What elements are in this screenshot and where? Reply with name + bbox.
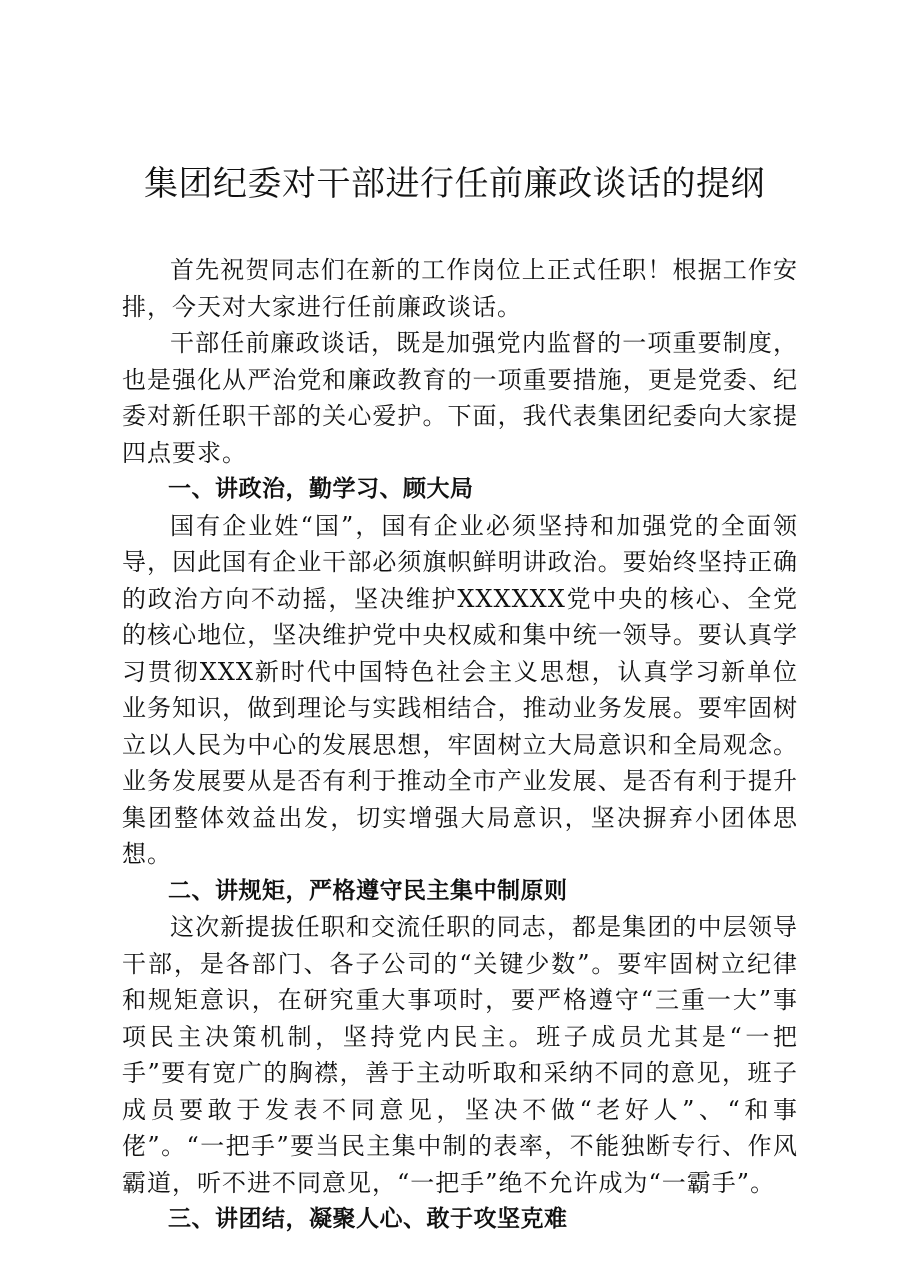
paragraph-intro: 干部任前廉政谈话，既是加强党内监督的一项重要制度，也是强化从严治党和廉政教育的一项重要措施，更是党委、纪委对新任职干部的关心爱护。下面，我代表集团纪委向大家提四点要求。 [122,329,798,467]
paragraph-greeting: 首先祝贺同志们在新的工作岗位上正式任职！根据工作安排，今天对大家进行任前廉政谈话。 [122,256,798,321]
section-text-1: 国有企业姓“国”，国有企业必须坚持和加强党的全面领导，因此国有企业干部必须旗帜鲜明讲政治。要始终坚持正确的政治方向不动摇，坚决维护XXXXXX党中央的核心、全党的核心地位，坚决维护党中央权威和集中统一领导。要认真学习贯彻XXX新时代中国特色社会主义思想，认真学习新单位业务知识，做到理论与实践相结合，推动业务发展。要牢固树立以人民为中心的发展思想，牢固树立大局意识和全局观念。业务发展要从是否有利于推动全市产业发展、是否有利于提升集团整体效益出发，切实增强大局意识，坚决摒弃小团体思想。 [122,511,798,868]
section-heading-1: 一、讲政治，勤学习、顾大局 [168,476,474,502]
document-title: 集团纪委对干部进行任前廉政谈话的提纲 [144,164,765,204]
section-heading-3: 三、讲团结，凝聚人心、敢于攻坚克难 [168,1206,568,1232]
section-heading-2: 二、讲规矩，严格遵守民主集中制原则 [168,877,568,904]
section-text-2: 这次新提拔任职和交流任职的同志，都是集团的中层领导干部，是各部门、各子公司的“关键少数”。要牢固树立纪律和规矩意识，在研究重大事项时，要严格遵守“三重一大”事项民主决策机制，坚持党内民主。班子成员尤其是“一把手”要有宽广的胸襟，善于主动听取和采纳不同的意见，班子成员要敢于发表不同意见，坚决不做“老好人”、“和事佬”。“一把手”要当民主集中制的表率，不能独断专行、作风霸道，听不进不同意见，“一把手”绝不允许成为“一霸手”。 [122,913,798,1197]
document-body [122,252,798,1238]
